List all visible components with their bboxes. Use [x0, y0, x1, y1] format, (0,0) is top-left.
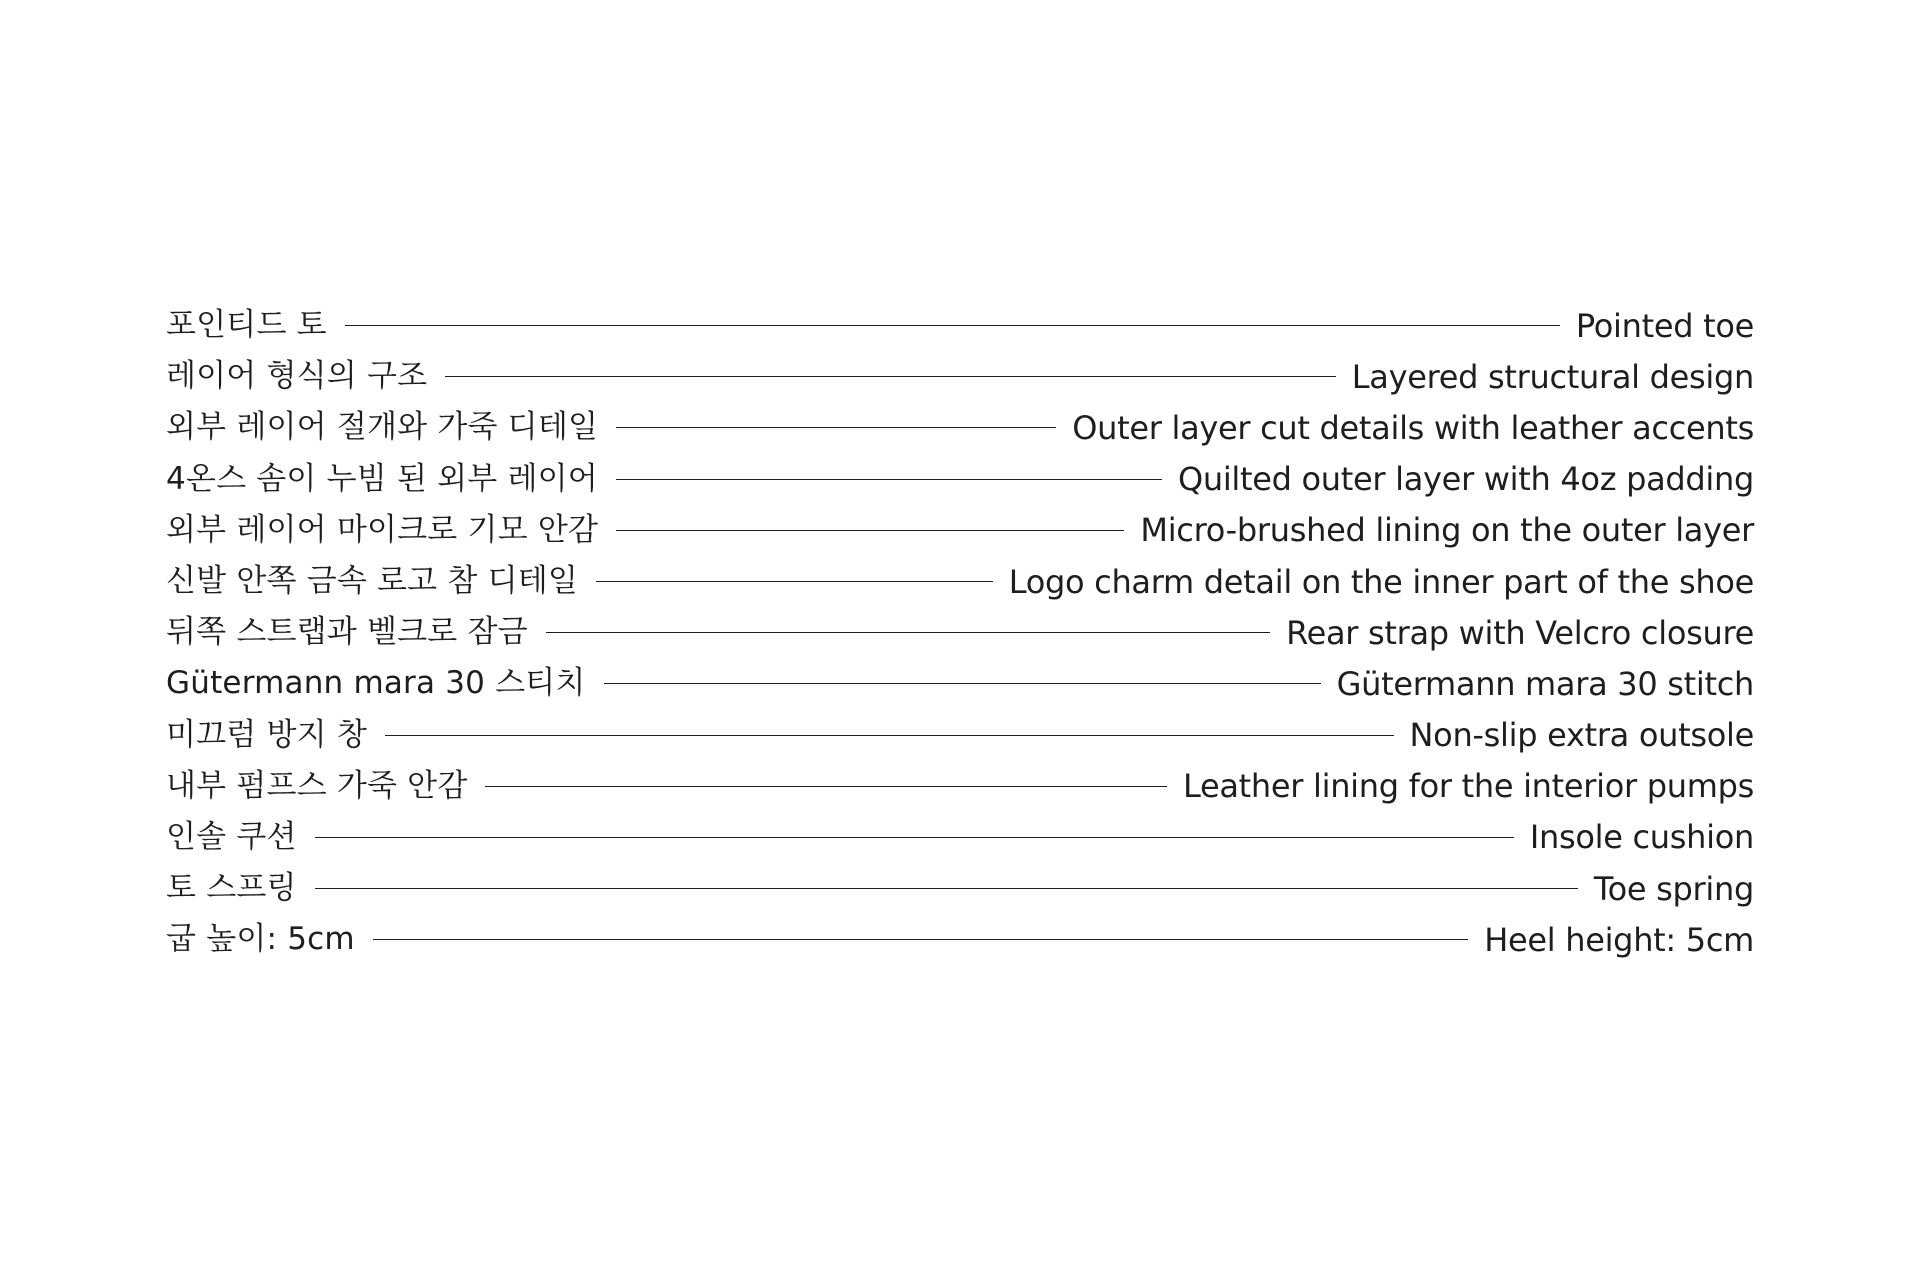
spec-label-english: Toe spring	[1593, 869, 1754, 908]
leader-line	[616, 530, 1124, 531]
spec-row	[166, 914, 1754, 965]
spec-row	[166, 658, 1754, 709]
spec-label-korean: 포인티드 토	[166, 307, 327, 344]
spec-row	[166, 710, 1754, 761]
spec-row	[166, 454, 1754, 505]
spec-label-korean: 신발 안쪽 금속 로고 참 디테일	[166, 563, 579, 600]
leader-line	[616, 479, 1162, 480]
spec-list	[166, 300, 1754, 965]
spec-label-korean: 내부 펌프스 가죽 안감	[166, 767, 468, 804]
spec-label-english: Quilted outer layer with 4oz padding	[1177, 460, 1754, 499]
spec-label-english: Gütermann mara 30 stitch	[1336, 664, 1754, 703]
spec-row	[166, 607, 1754, 658]
spec-row	[166, 300, 1754, 351]
spec-label-english: Outer layer cut details with leather accents	[1072, 408, 1754, 447]
spec-row	[166, 556, 1754, 607]
spec-label-english: Heel height: 5cm	[1484, 920, 1754, 959]
spec-row	[166, 863, 1754, 914]
spec-label-korean: 미끄럼 방지 창	[166, 716, 367, 753]
leader-line	[345, 325, 1560, 326]
spec-label-korean: 4온스 솜이 누빔 된 외부 레이어	[166, 460, 598, 497]
spec-label-korean: 인솔 쿠션	[166, 818, 297, 855]
leader-line	[373, 939, 1468, 940]
spec-label-english: Leather lining for the interior pumps	[1183, 767, 1754, 806]
spec-label-english: Logo charm detail on the inner part of the shoe	[1008, 562, 1754, 601]
leader-line	[546, 632, 1270, 633]
spec-label-english: Insole cushion	[1529, 818, 1754, 857]
spec-row	[166, 402, 1754, 453]
spec-row	[166, 761, 1754, 812]
spec-label-english: Micro-brushed lining on the outer layer	[1140, 511, 1754, 550]
leader-line	[385, 735, 1394, 736]
spec-label-korean: 외부 레이어 마이크로 기모 안감	[166, 511, 599, 548]
spec-label-korean: 레이어 형식의 구조	[166, 358, 428, 395]
spec-label-korean: 뒤쪽 스트랩과 벨크로 잠금	[166, 614, 528, 651]
leader-line	[485, 786, 1167, 787]
leader-line	[315, 888, 1578, 889]
leader-line	[315, 837, 1514, 838]
spec-label-english: Pointed toe	[1575, 306, 1754, 345]
spec-row	[166, 812, 1754, 863]
spec-label-english: Rear strap with Velcro closure	[1286, 613, 1754, 652]
leader-line	[616, 427, 1056, 428]
spec-row	[166, 351, 1754, 402]
spec-row	[166, 505, 1754, 556]
spec-label-english: Non-slip extra outsole	[1409, 716, 1754, 755]
spec-label-korean: Gütermann mara 30 스티치	[166, 665, 586, 702]
spec-label-korean: 굽 높이: 5cm	[166, 921, 355, 958]
spec-label-korean: 외부 레이어 절개와 가죽 디테일	[166, 409, 599, 446]
spec-label-korean: 토 스프링	[166, 870, 297, 907]
spec-label-english: Layered structural design	[1351, 357, 1754, 396]
leader-line	[445, 376, 1335, 377]
leader-line	[604, 683, 1321, 684]
leader-line	[596, 581, 993, 582]
